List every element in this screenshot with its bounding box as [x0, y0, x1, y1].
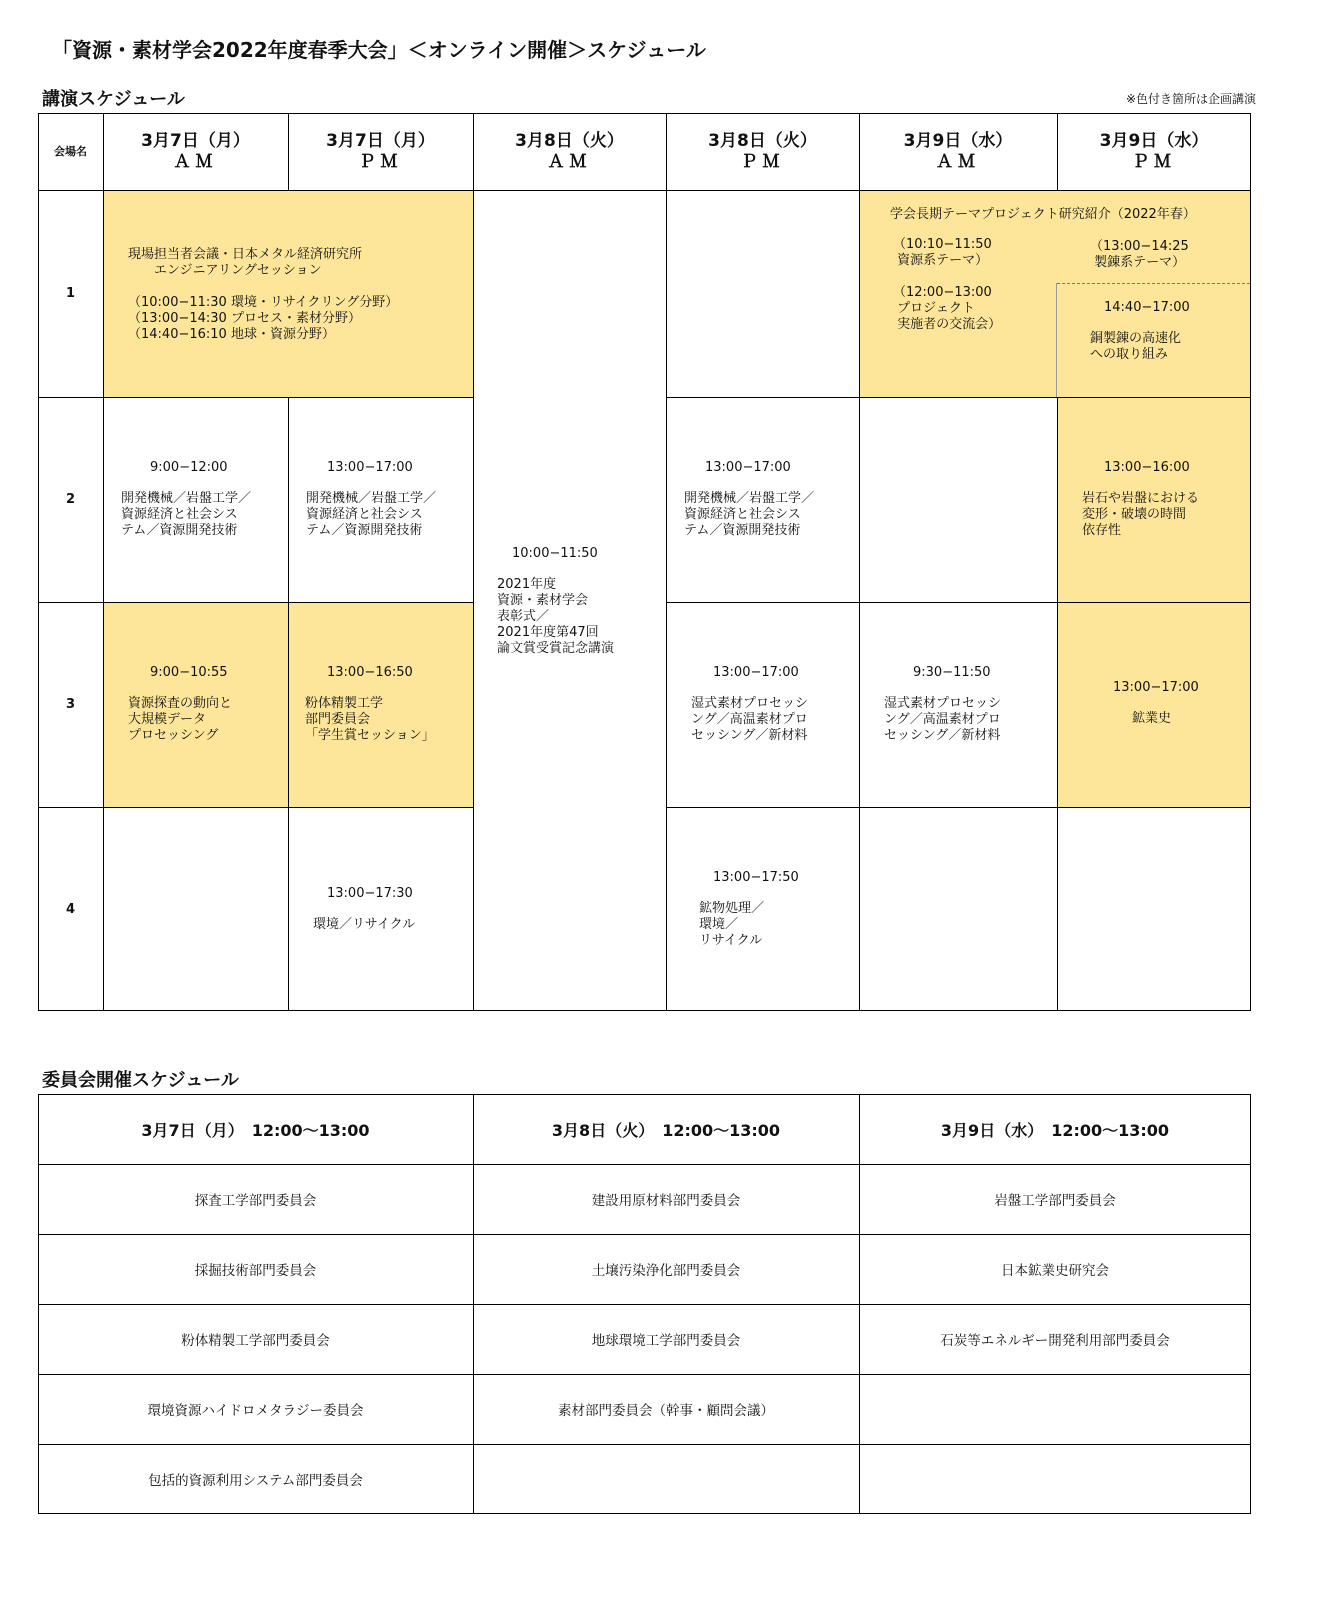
column-header: 3月9日（水） ＡＭ	[903, 130, 1013, 172]
session-time: 13:00−17:00	[327, 460, 413, 475]
session-time: 9:00−12:00	[150, 460, 228, 475]
column-header: 3月8日（火） ＡＭ	[515, 130, 624, 172]
session-project-pm2: 銅製錬の高速化 への取り組み	[1090, 331, 1182, 362]
highlight-note: ※色付き箇所は企画講演	[1125, 92, 1256, 106]
session-text: 湿式素材プロセッシ ング／高温素材プロ セッシング／新材料	[691, 696, 809, 743]
committee-header: 3月9日（水） 12:00〜13:00	[940, 1120, 1170, 1140]
page-title: 「資源・素材学会2022年度春季大会」＜オンライン開催＞スケジュール	[52, 38, 706, 62]
session-text: 開発機械／岩盤工学／ 資源経済と社会シス テム／資源開発技術	[306, 491, 437, 538]
session-time: 10:00−11:50	[512, 546, 598, 561]
committee-item: 包括的資源利用システム部門委員会	[148, 1473, 363, 1489]
session-time: 13:00−17:00	[1113, 680, 1199, 695]
committee-item: 岩盤工学部門委員会	[994, 1193, 1116, 1209]
committee-header: 3月8日（火） 12:00〜13:00	[551, 1120, 781, 1140]
session-text: 資源探査の動向と 大規模データ プロセッシング	[128, 696, 233, 743]
committee-item: 建設用原材料部門委員会	[591, 1193, 741, 1209]
committee-item: 日本鉱業史研究会	[1001, 1263, 1109, 1279]
committee-item: 石炭等エネルギー開発利用部門委員会	[940, 1333, 1170, 1349]
committee-item: 粉体精製工学部門委員会	[181, 1333, 330, 1349]
session-time: 13:00−16:50	[327, 665, 413, 680]
venue-number: 3	[65, 697, 76, 712]
session-text: 湿式素材プロセッシ ング／高温素材プロ セッシング／新材料	[884, 696, 1002, 743]
session-text: 開発機械／岩盤工学／ 資源経済と社会シス テム／資源開発技術	[684, 491, 815, 538]
committee-item: 探査工学部門委員会	[194, 1193, 317, 1209]
committee-item	[473, 1444, 859, 1514]
committee-item: 素材部門委員会（幹事・顧問会議）	[558, 1403, 774, 1419]
session-text: 粉体精製工学 部門委員会 「学生賞セッション」	[305, 696, 435, 743]
column-header: 3月9日（水） ＰＭ	[1099, 130, 1209, 172]
committee-item	[859, 1374, 1251, 1444]
column-header: 3月7日（月） ＰＭ	[326, 130, 435, 172]
column-header: 3月8日（火） ＰＭ	[708, 130, 817, 172]
venue-number: 1	[65, 286, 76, 301]
session-text: 鉱業史	[1132, 711, 1172, 726]
committee-item: 地球環境工学部門委員会	[591, 1333, 741, 1349]
venue-header: 会場名	[54, 145, 87, 158]
session-text: 岩石や岩盤における 変形・破壊の時間 依存性	[1082, 491, 1200, 538]
lecture-section-title: 講演スケジュール	[42, 89, 185, 110]
committee-item	[859, 1444, 1251, 1514]
venue-number: 4	[65, 901, 76, 917]
session-project-pm1: （13:00−14:25 製錬系テーマ）	[1090, 239, 1189, 270]
session-time: 14:40−17:00	[1104, 300, 1190, 315]
session-time: 13:00−17:00	[713, 665, 799, 680]
session-time: 9:30−11:50	[913, 665, 991, 680]
session-time: 13:00−16:00	[1104, 460, 1190, 475]
committee-item: 土壌汚染浄化部門委員会	[591, 1263, 741, 1279]
committee-item: 採掘技術部門委員会	[194, 1263, 317, 1279]
session-project-title: 学会長期テーマプロジェクト研究紹介（2022年春）	[890, 207, 1196, 222]
session-text: 開発機械／岩盤工学／ 資源経済と社会シス テム／資源開発技術	[121, 491, 252, 538]
committee-section-title: 委員会開催スケジュール	[42, 1070, 239, 1091]
session-project-am: （10:10−11:50 資源系テーマ） （12:00−13:00 プロジェクト 実施者の交流会）	[893, 237, 1002, 332]
session-text: 環境／リサイクル	[313, 917, 416, 932]
venue-number: 2	[65, 492, 76, 507]
committee-header: 3月7日（月） 12:00〜13:00	[141, 1120, 370, 1140]
committee-item: 環境資源ハイドロメタラジー委員会	[147, 1403, 364, 1419]
session-time: 13:00−17:00	[705, 460, 791, 475]
column-header: 3月7日（月） ＡＭ	[141, 130, 250, 172]
session-text: 鉱物処理／ 環境／ リサイクル	[699, 901, 765, 948]
session-award-ceremony: 2021年度 資源・素材学会 表彰式／ 2021年度第47回 論文賞受賞記念講演	[497, 577, 615, 656]
session-gemba-meeting: 現場担当者会議・日本メタル経済研究所 エンジニアリングセッション （10:00−11:30 環境・リサイクリング分野） （13:00−14:30 プロセス・素材分野） （14:40−16:10 地球・資源分野）	[128, 247, 399, 342]
session-time: 13:00−17:50	[713, 870, 799, 885]
session-time: 9:00−10:55	[150, 665, 228, 680]
session-time: 13:00−17:30	[327, 886, 413, 901]
